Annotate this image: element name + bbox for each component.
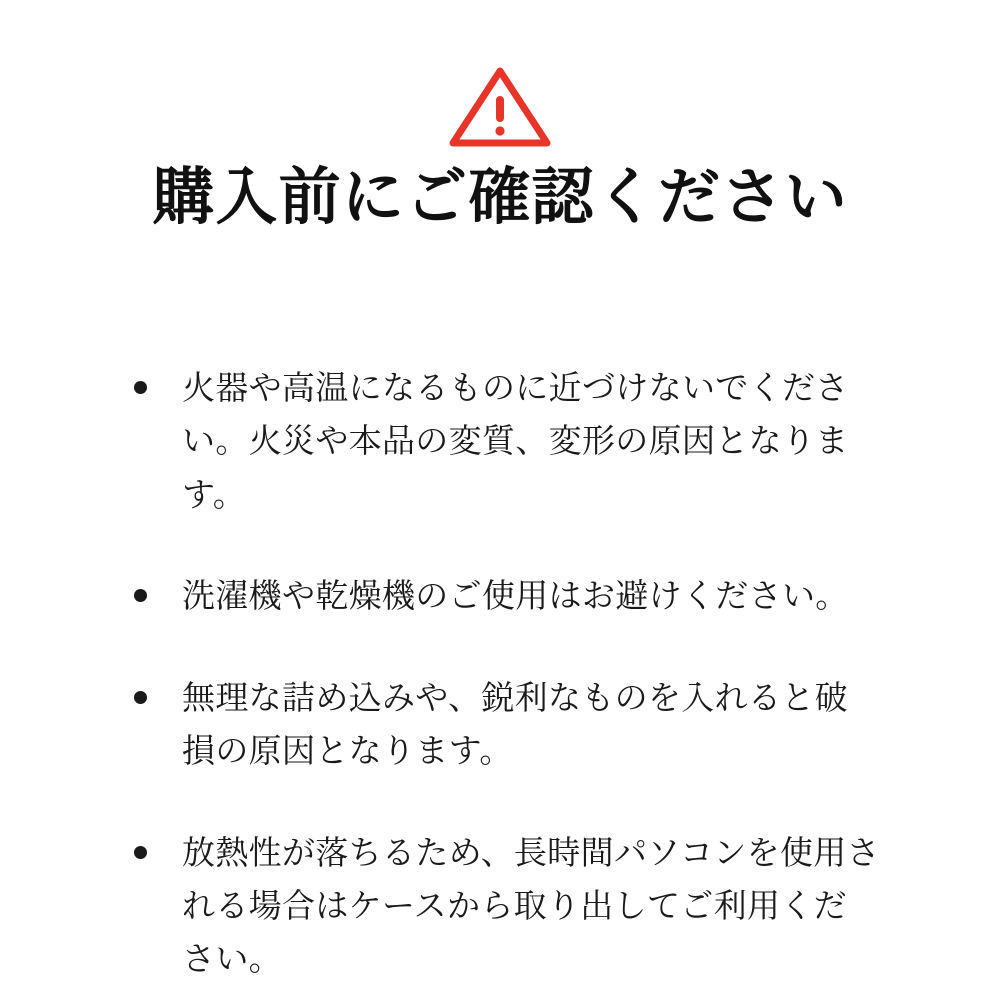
bullet-icon: [134, 589, 147, 602]
bullet-icon: [134, 846, 147, 859]
notice-list: [120, 361, 880, 986]
page-title: 購入前にご確認ください: [152, 163, 848, 232]
bullet-icon: [134, 691, 147, 704]
list-item-text: 火器や高温になるものに近づけないでください。火災や本品の変質、変形の原因となります。: [182, 368, 849, 513]
list-item: [120, 671, 880, 778]
list-item-text: 放熱性が落ちるため、長時間パソコンを使用される場合はケースから取り出してご利用ください。: [182, 833, 880, 978]
list-item: [120, 826, 880, 986]
list-item-text: 洗濯機や乾燥機のご使用はお避けください。: [182, 577, 849, 615]
list-item-text: 無理な詰め込みや、鋭利なものを入れると破損の原因となります。: [182, 678, 848, 770]
list-item: [120, 569, 880, 622]
warning-triangle-icon: [440, 62, 560, 152]
bullet-icon: [134, 381, 147, 394]
list-item: [120, 361, 880, 521]
